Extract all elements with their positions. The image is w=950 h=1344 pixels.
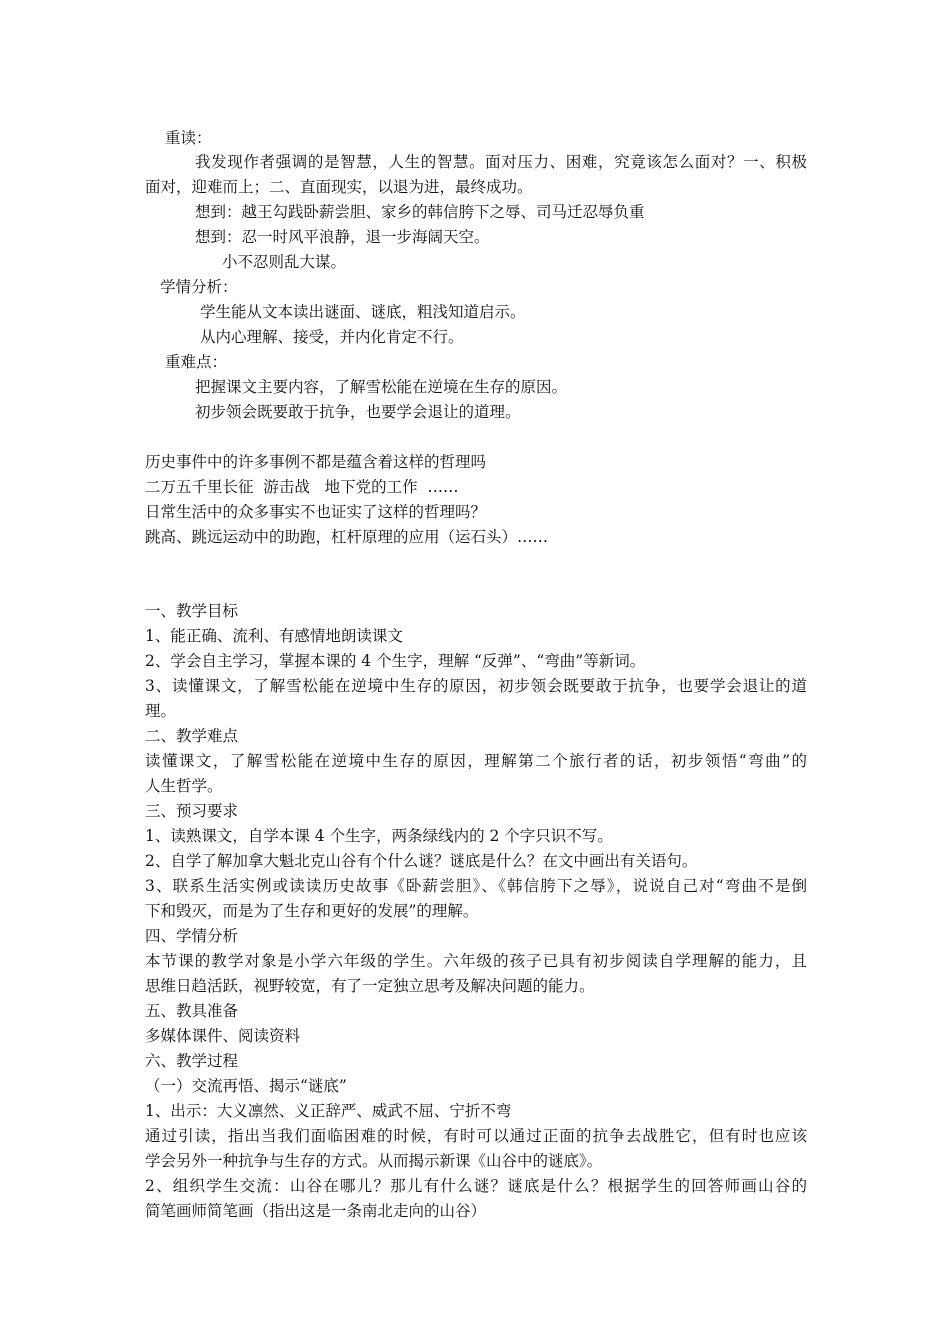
middle-line3: 日常生活中的众多事实不也证实了这样的哲理吗？	[145, 503, 487, 521]
learners-line1: 本节课的教学对象是小学六年级的学生。六年级的孩子已具有初步阅读自学理解的能力，且	[145, 952, 807, 970]
difficulty-line1: 读懂课文，了解雪松能在逆境中生存的原因，理解第二个旅行者的话，初步领悟“弯曲”的	[145, 752, 807, 770]
process-para-line1: 通过引读，指出当我们面临困难的时候，有时可以通过正面的抗争去战胜它，但有时也应该	[145, 1127, 807, 1145]
heading-key: 重难点：	[165, 353, 228, 371]
analysis1: 学生能从文本读出谜面、谜底，粗浅知道启示。	[200, 303, 526, 321]
goal-item-1: 1、能正确、流利、有感情地朗读课文	[145, 627, 403, 645]
think1: 想到：越王勾践卧薪尝胆、家乡的韩信胯下之辱、司马迁忍辱负重	[195, 203, 645, 221]
preview-item-1: 1、读熟课文，自学本课 4 个生字，两条绿线内的 2 个字只识不写。	[145, 827, 613, 845]
middle-line4: 跳高、跳远运动中的助跑，杠杆原理的应用（运石头）……	[145, 528, 549, 546]
difficulty-line2: 人生哲学。	[145, 777, 223, 795]
key2: 初步领会既要敢于抗争，也要学会退让的道理。	[195, 403, 521, 421]
section-preview-title: 三、预习要求	[145, 802, 239, 820]
section-learners-title: 四、学情分析	[145, 927, 239, 945]
process-subheading-1: （一）交流再悟、揭示“谜底”	[145, 1077, 347, 1095]
process-item-2-line2: 简笔画师简笔画（指出这是一条南北走向的山谷）	[145, 1202, 487, 1220]
goal-item-3-line1: 3、读懂课文，了解雪松能在逆境中生存的原因，初步领会既要敢于抗争，也要学会退让的道	[145, 677, 807, 695]
process-para-line2: 学会另外一种抗争与生存的方式。从而揭示新课《山谷中的谜底》。	[145, 1152, 603, 1170]
middle-line2: 二万五千里长征 游击战 地下党的工作 ……	[145, 478, 459, 496]
analysis2: 从内心理解、接受，并内化肯定不行。	[200, 328, 464, 346]
key1: 把握课文主要内容，了解雪松能在逆境在生存的原因。	[195, 378, 568, 396]
section-goals-title: 一、教学目标	[145, 602, 239, 620]
goal-item-3-line2: 理。	[145, 702, 177, 720]
think2: 想到：忍一时风平浪静，退一步海阔天空。	[195, 228, 490, 246]
para1-line2: 面对，迎难而上；二、直面现实，以退为进，最终成功。	[145, 178, 533, 196]
materials-line1: 多媒体课件、阅读资料	[145, 1027, 301, 1045]
para1-line1: 我发现作者强调的是智慧，人生的智慧。面对压力、困难，究竟该怎么面对？一、积极	[195, 153, 807, 171]
preview-item-3-line2: 下和毁灭，而是为了生存和更好的发展”的理解。	[145, 902, 479, 920]
process-item-1: 1、出示：大义凛然、义正辞严、威武不屈、宁折不弯	[145, 1102, 512, 1120]
learners-line2: 思维日趋活跃，视野较宽，有了一定独立思考及解决问题的能力。	[145, 977, 595, 995]
section-process-title: 六、教学过程	[145, 1052, 239, 1070]
heading-analysis: 学情分析：	[160, 278, 238, 296]
process-item-2-line1: 2、组织学生交流：山谷在哪儿？那儿有什么谜？谜底是什么？根据学生的回答师画山谷的	[145, 1177, 807, 1195]
preview-item-2: 2、自学了解加拿大魁北克山谷有个什么谜？谜底是什么？在文中画出有关语句。	[145, 852, 698, 870]
heading-reread: 重读：	[165, 129, 212, 147]
section-materials-title: 五、教具准备	[145, 1002, 239, 1020]
preview-item-3-line1: 3、联系生活实例或读读历史故事《卧薪尝胆》、《韩信胯下之辱》，说说自己对“弯曲不是倒	[145, 877, 807, 895]
section-difficulty-title: 二、教学难点	[145, 727, 239, 745]
goal-item-2: 2、学会自主学习，掌握本课的 4 个生字，理解 “反弹”、“弯曲”等新词。	[145, 652, 646, 670]
middle-line1: 历史事件中的许多事例不都是蕴含着这样的哲理吗	[145, 453, 487, 471]
think3: 小不忍则乱大谋。	[222, 253, 347, 271]
